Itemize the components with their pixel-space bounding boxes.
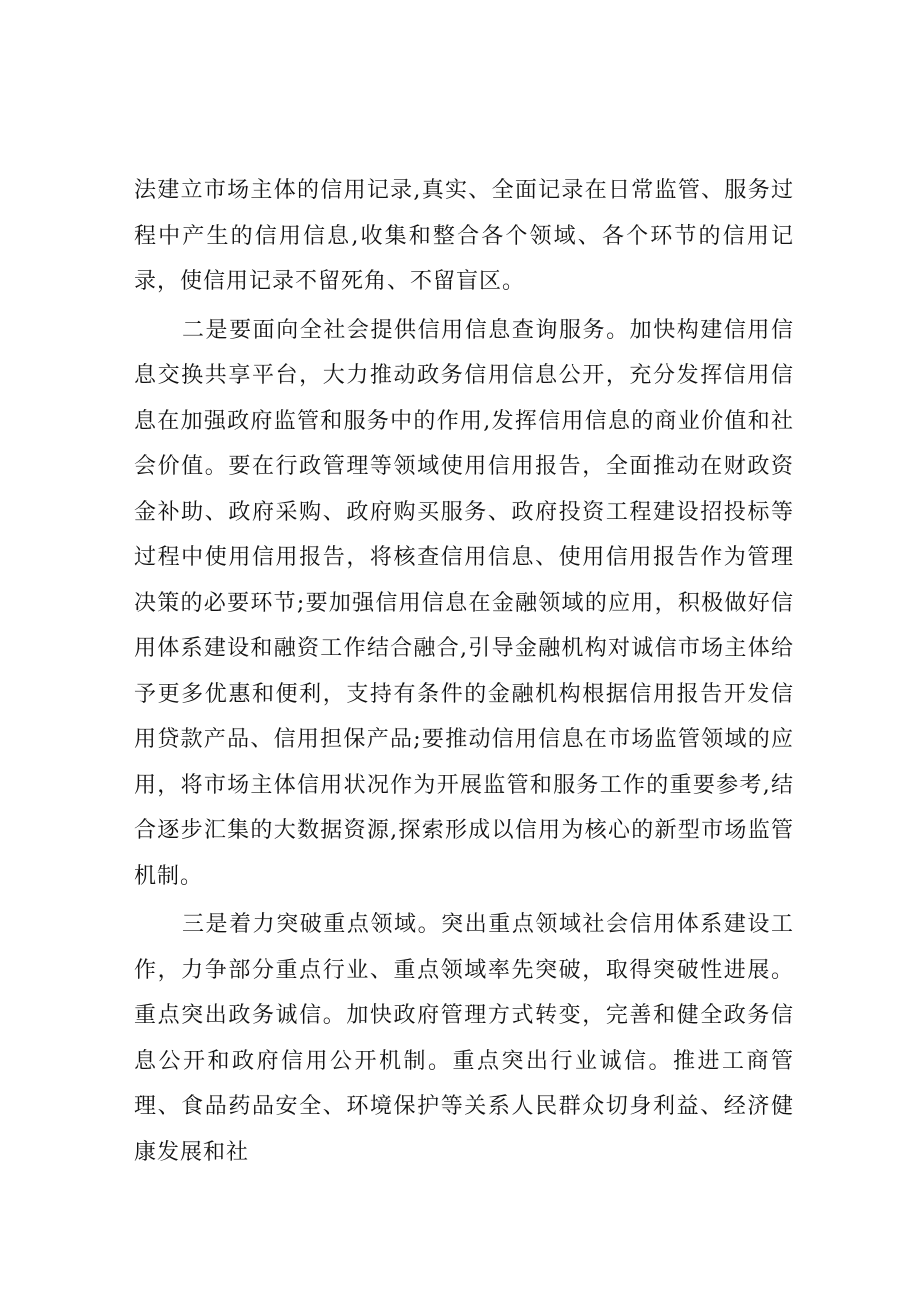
body-paragraph-1: 法建立市场主体的信用记录,真实、全面记录在日常监管、服务过程中产生的信用信息,收集和整合各个领域、各个环节的信用记录，使信用记录不留死角、不留盲区。	[134, 178, 794, 294]
body-paragraph-3: 三是着力突破重点领域。突出重点领域社会信用体系建设工作，力争部分重点行业、重点领域率先突破，取得突破性进展。重点突出政务诚信。加快政府管理方式转变，完善和健全政务信息公开和政府信用公开机制。重点突出行业诚信。推进工商管理、食品药品安全、环境保护等关系人民群众切身利益、经济健康发展和社	[134, 912, 794, 1165]
body-paragraph-2: 二是要面向全社会提供信用信息查询服务。加快构建信用信息交换共享平台，大力推动政务信用信息公开，充分发挥信用信息在加强政府监管和服务中的作用,发挥信用信息的商业价值和社会价值。要在行政管理等领域使用信用报告，全面推动在财政资金补助、政府采购、政府购买服务、政府投资工程建设招投标等过程中使用信用报告，将核查信用信息、使用信用报告作为管理决策的必要环节;要加强信用信息在金融领域的应用，积极做好信用体系建设和融资工作结合融合,引导金融机构对诚信市场主体给予更多优惠和便利，支持有条件的金融机构根据信用报告开发信用贷款产品、信用担保产品;要推动信用信息在市场监管领域的应用，将市场主体信用状况作为开展监管和服务工作的重要参考,结合逐步汇集的大数据资源,探索形成以信用为核心的新型市场监管机制。	[134, 317, 794, 889]
